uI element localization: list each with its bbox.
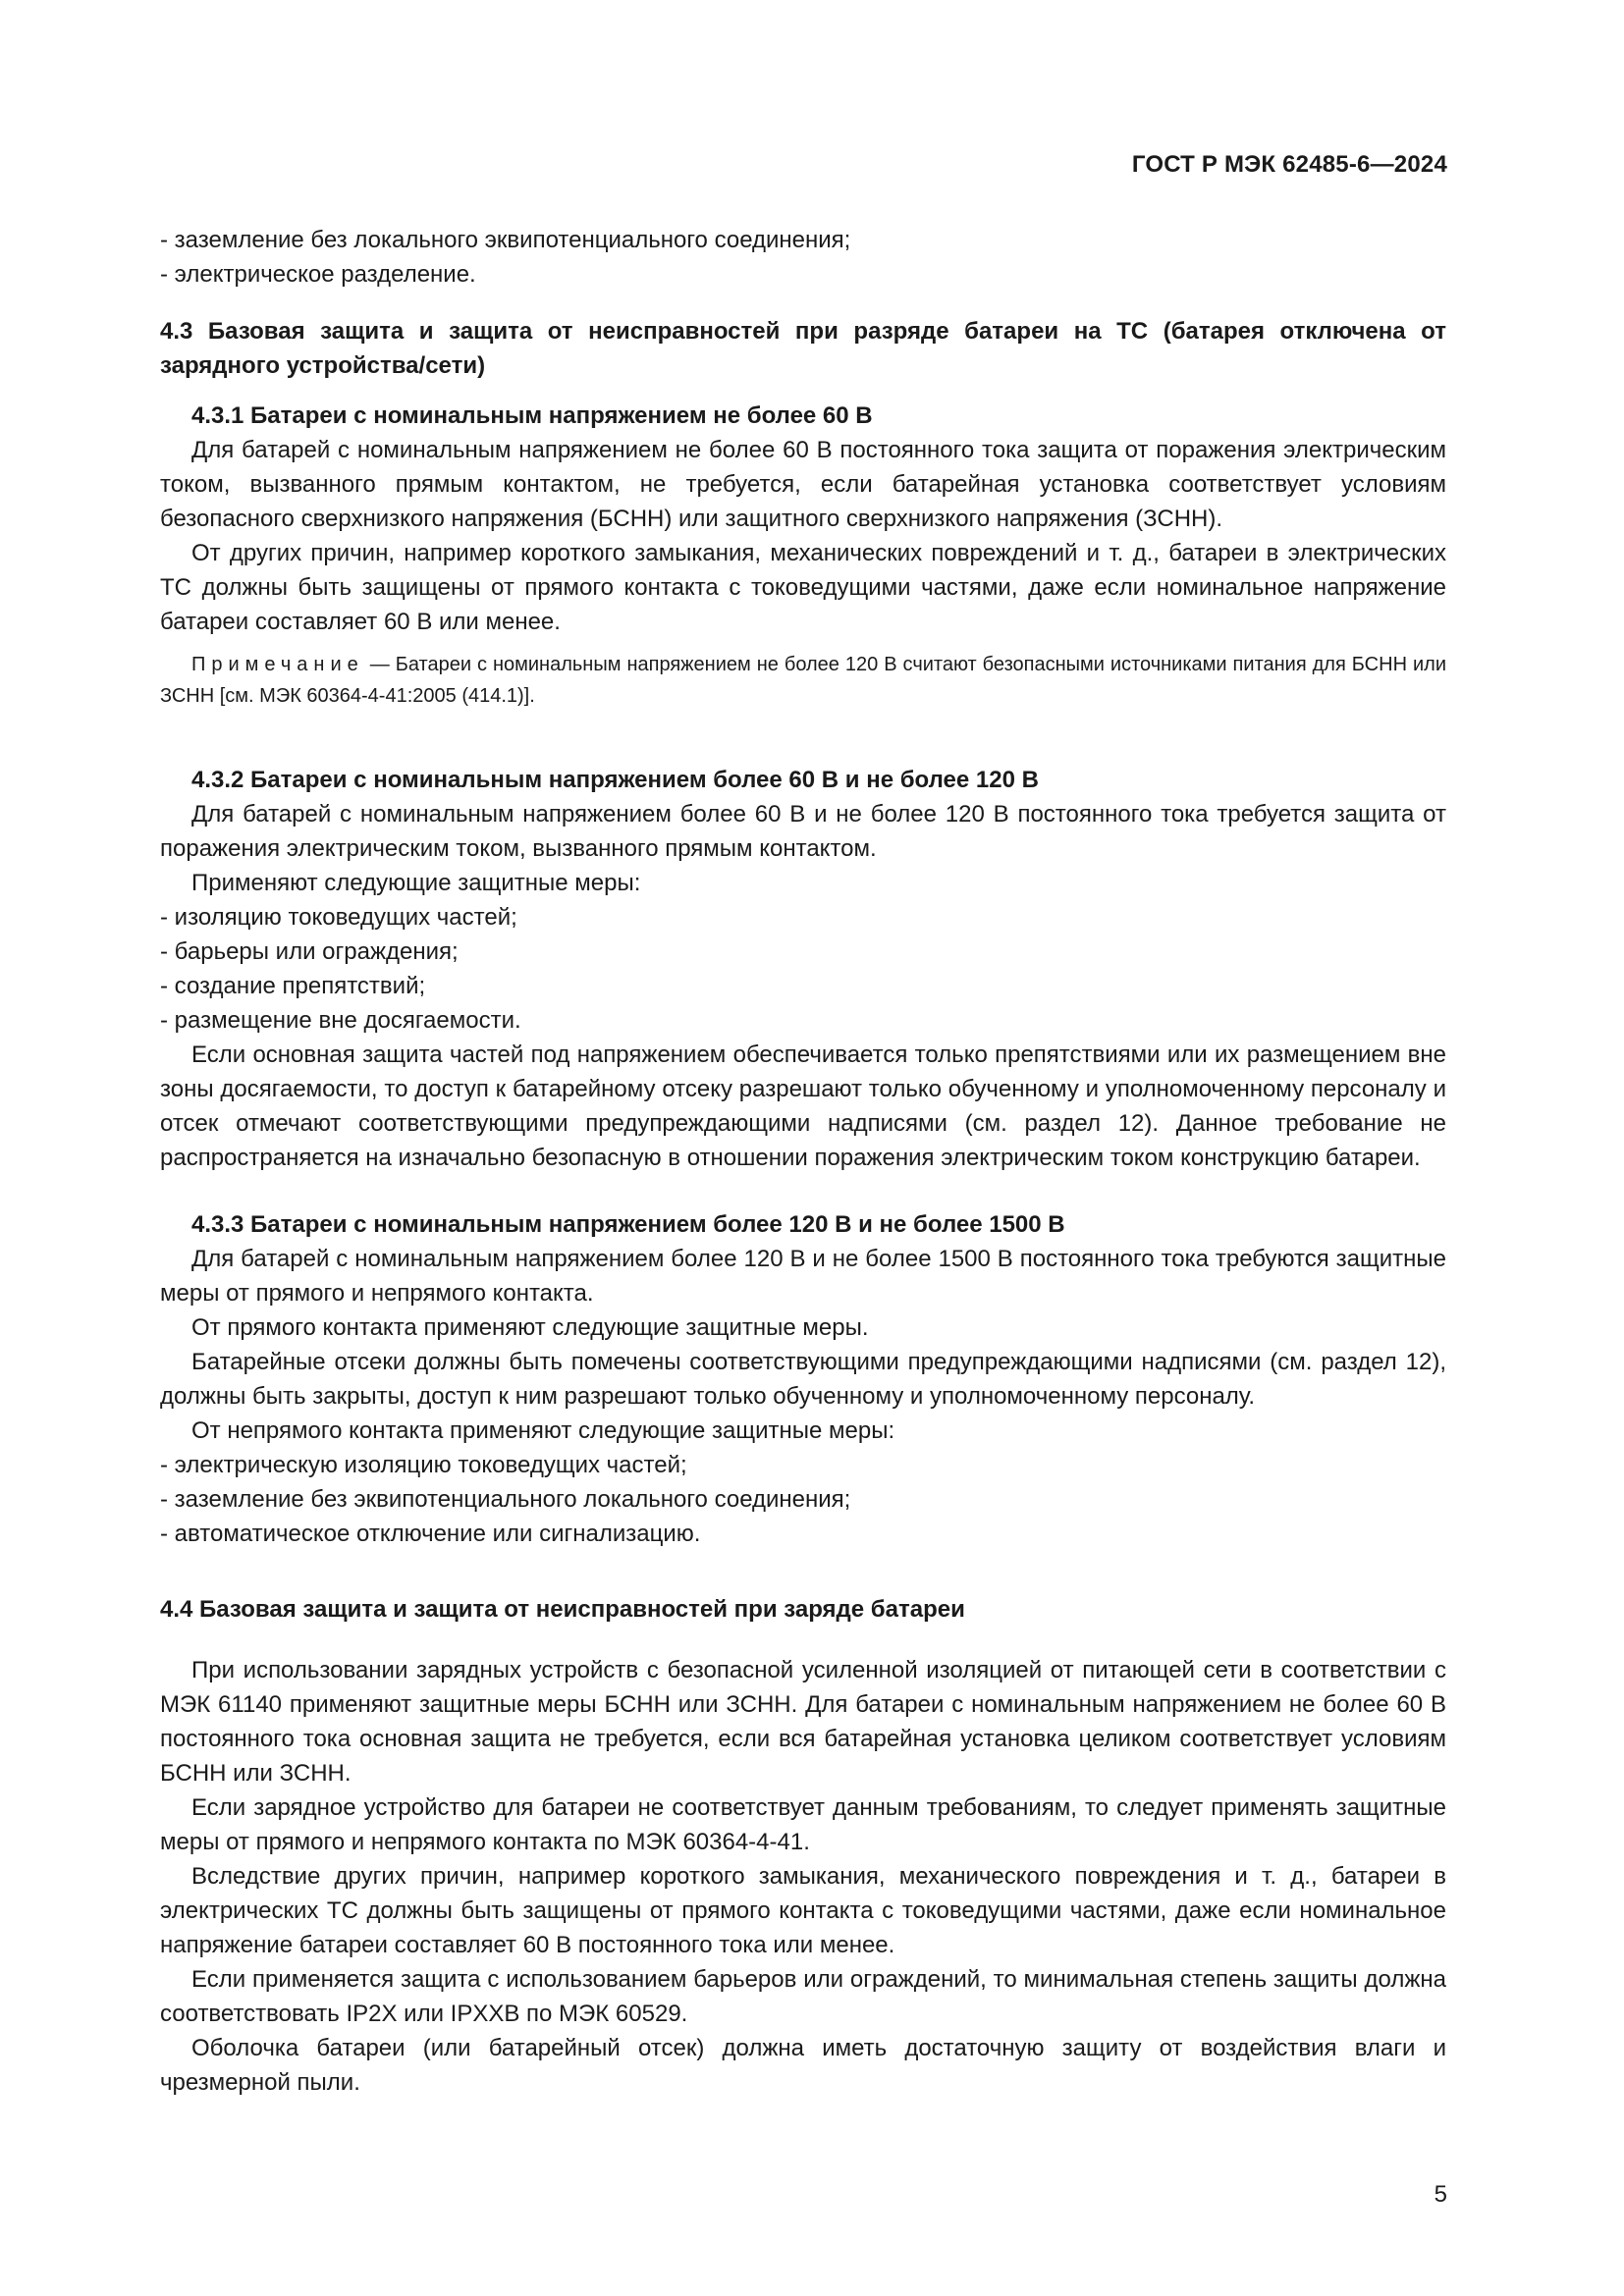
list-item: - создание препятствий; <box>160 969 1446 1003</box>
subsection-heading: 4.3.1 Батареи с номинальным напряжением не более 60 В <box>191 402 873 429</box>
paragraph: Применяют следующие защитные меры: <box>191 870 641 896</box>
paragraph: Вследствие других причин, например короткого замыкания, механического повреждения и т. д., батареи в электрических ТС должны быть защищены от прямого контакта с токоведущими частями, даже если номинальное напряжение батареи составляет 60 В постоянного тока или менее. <box>160 1863 1446 1958</box>
page-number: 5 <box>1434 2181 1447 2208</box>
list-item: - размещение вне досягаемости. <box>160 1003 1446 1038</box>
paragraph: Если основная защита частей под напряжением обеспечивается только препятствиями или их размещением вне зоны досягаемости, то доступ к батарейному отсеку разрешают только обученному и уполномоченному персоналу и отсек отмечают соответствующими предупреждающими надписями (см. раздел 12). Данное требование не распространяется на изначально безопасную в отношении поражения электрическим током конструкцию батареи. <box>160 1041 1446 1171</box>
list-item: - заземление без локального эквипотенциального соединения; <box>160 223 1446 257</box>
section-4-3-2 <box>160 763 1446 1175</box>
section-4-3-3 <box>160 1207 1446 1551</box>
paragraph: Если зарядное устройство для батареи не соответствует данным требованиям, то следует применять защитные меры от прямого и непрямого контакта по МЭК 60364-4-41. <box>160 1794 1446 1855</box>
section-4-3-1 <box>160 399 1446 712</box>
paragraph: От других причин, например короткого замыкания, механических повреждений и т. д., батареи в электрических ТС должны быть защищены от прямого контакта с токоведущими частями, даже если номинальное напряжение батареи составляет 60 В или менее. <box>160 540 1446 635</box>
note-text: — Батареи с номинальным напряжением не более 120 В считают безопасными источниками питания для БСНН или ЗСНН [см. МЭК 60364-4-41:2005 (414.1)]. <box>160 654 1446 707</box>
paragraph: При использовании зарядных устройств с безопасной усиленной изоляцией от питающей сети в соответствии с МЭК 61140 применяют защитные меры БСНН или ЗСНН. Для батареи с номинальным напряжением не более 60 В постоянного тока основная защита не требуется, если вся батарейная установка целиком соответствует условиям БСНН или ЗСНН. <box>160 1657 1446 1787</box>
note <box>160 649 1446 712</box>
section-4-4 <box>160 1592 1446 1627</box>
list-item: - электрическое разделение. <box>160 257 1446 292</box>
paragraph: Оболочка батареи (или батарейный отсек) должна иметь достаточную защиту от воздействия влаги и чрезмерной пыли. <box>160 2035 1446 2096</box>
section-heading: 4.3 Базовая защита и защита от неисправностей при разряде батареи на ТС (батарея отключена от зарядного устройства/сети) <box>160 318 1446 379</box>
paragraph: От непрямого контакта применяют следующие защитные меры: <box>191 1417 895 1444</box>
paragraph: Батарейные отсеки должны быть помечены соответствующими предупреждающими надписями (см. раздел 12), должны быть закрыты, доступ к ним разрешают только обученному и уполномоченному персоналу. <box>160 1349 1446 1410</box>
list-item: - барьеры или ограждения; <box>160 934 1446 969</box>
paragraph: Для батарей с номинальным напряжением более 120 В и не более 1500 В постоянного тока требуются защитные меры от прямого и непрямого контакта. <box>160 1246 1446 1307</box>
subsection-heading: 4.3.3 Батареи с номинальным напряжением более 120 В и не более 1500 В <box>191 1211 1065 1238</box>
list-item: - изоляцию токоведущих частей; <box>160 900 1446 934</box>
section-4-3 <box>160 314 1446 383</box>
list-item: - заземление без эквипотенциального локального соединения; <box>160 1482 1446 1517</box>
top-list <box>160 223 1446 292</box>
paragraph: Для батарей с номинальным напряжением более 60 В и не более 120 В постоянного тока требуется защита от поражения электрическим током, вызванного прямым контактом. <box>160 801 1446 862</box>
document-number-header: ГОСТ Р МЭК 62485-6—2024 <box>1131 151 1447 178</box>
paragraph: Если применяется защита с использованием барьеров или ограждений, то минимальная степень защиты должна соответствовать IP2X или IPXXB по МЭК 60529. <box>160 1966 1446 2027</box>
subsection-heading: 4.3.2 Батареи с номинальным напряжением более 60 В и не более 120 В <box>191 767 1039 793</box>
note-label: Примечание <box>191 654 364 675</box>
section-4-4-body <box>160 1653 1446 2100</box>
paragraph: От прямого контакта применяют следующие защитные меры. <box>191 1314 869 1341</box>
section-heading: 4.4 Базовая защита и защита от неисправностей при заряде батареи <box>160 1596 965 1623</box>
list-item: - автоматическое отключение или сигнализацию. <box>160 1517 1446 1551</box>
paragraph: Для батарей с номинальным напряжением не более 60 В постоянного тока защита от поражения электрическим током, вызванного прямым контактом, не требуется, если батарейная установка соответствует условиям безопасного сверхнизкого напряжения (БСНН) или защитного сверхнизкого напряжения (ЗСНН). <box>160 437 1446 532</box>
list-item: - электрическую изоляцию токоведущих частей; <box>160 1448 1446 1482</box>
